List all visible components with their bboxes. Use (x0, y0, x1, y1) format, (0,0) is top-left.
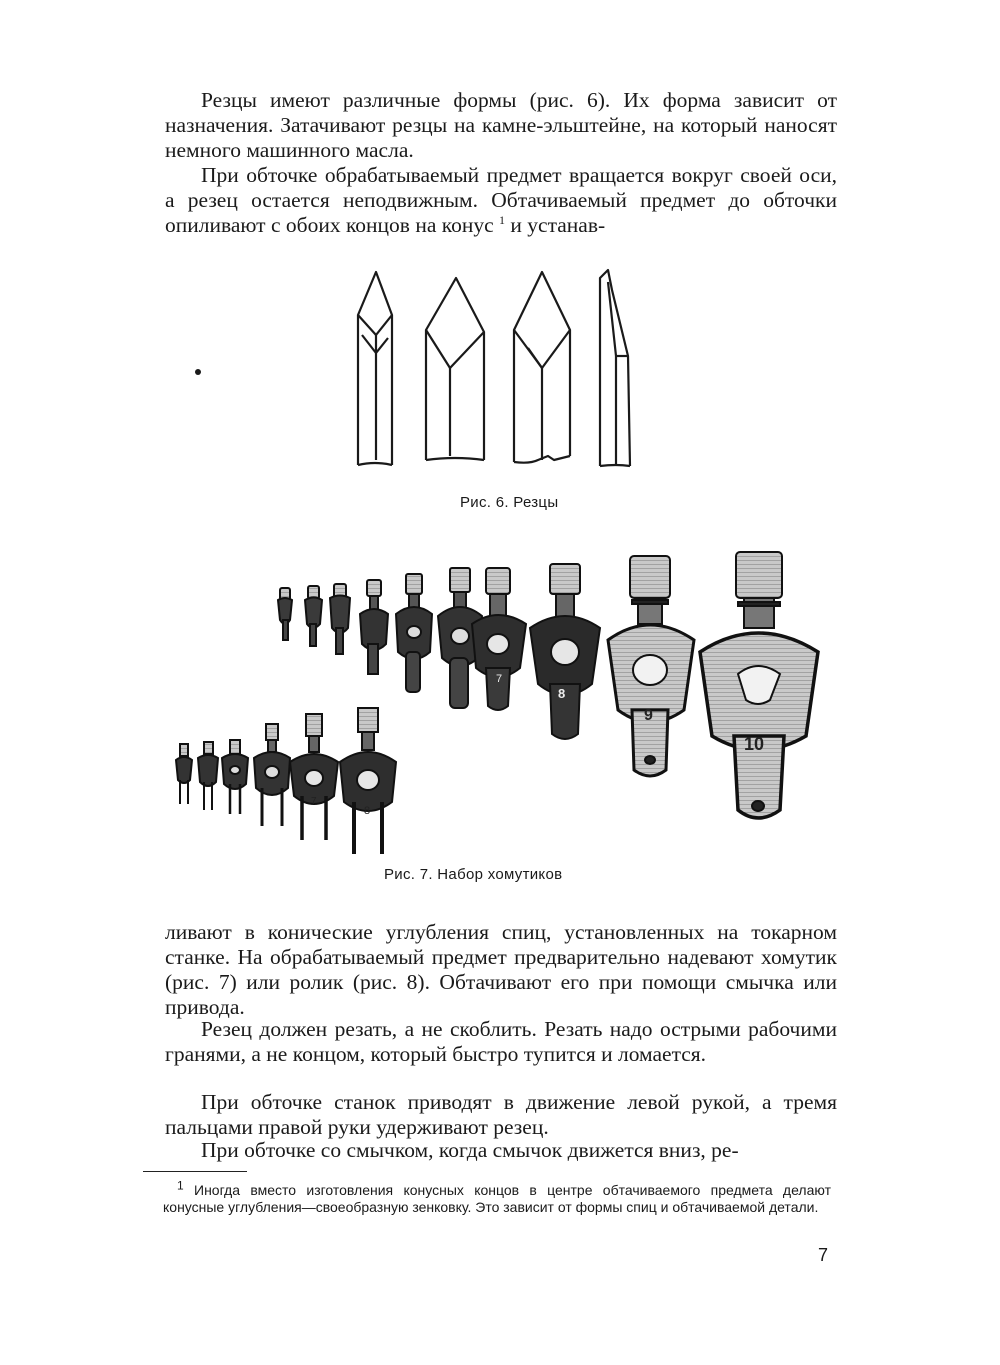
paragraph-6 (165, 1138, 837, 1163)
dog-bottom-5 (290, 714, 338, 840)
dog-bottom-2 (198, 742, 218, 810)
dog-label-bottom-8: 8 (364, 805, 371, 817)
dog-top-9 (608, 556, 694, 776)
paragraph-2 (165, 163, 837, 238)
dog-top-4 (360, 580, 388, 674)
footnote-mark: 1 (177, 1178, 184, 1193)
cutter-1-drawing (358, 272, 392, 465)
cutter-3-drawing (514, 272, 570, 463)
dog-label-top-7: 7 (496, 673, 503, 685)
dog-bottom-3 (222, 740, 248, 814)
dog-label-bottom-7: 7 (311, 796, 317, 807)
dog-top-7 (472, 568, 526, 710)
paragraph-1-text: Резцы имеют различные формы (рис. 6). Их форма зависит от назначения. Затачивают резцы на камне-эльштейне, на который наносят немного машинного масла. (165, 88, 837, 162)
paragraph-6-text: При обточке со смычком, когда смычок движется вниз, ре- (201, 1138, 739, 1162)
paragraph-5-text: При обточке станок приводят в движение левой рукой, а тремя пальцами правой руки удерживают резец. (165, 1090, 837, 1139)
footnote-reference: 1 (499, 212, 506, 227)
dog-top-2 (305, 586, 322, 646)
figure-6-caption: Рис. 6. Резцы (460, 494, 559, 511)
footnote (163, 1178, 831, 1216)
paragraph-2-end: и устанав- (505, 213, 606, 237)
dog-label-top-10: 10 (744, 734, 765, 754)
cutter-2-drawing (426, 278, 484, 460)
paragraph-3 (165, 920, 837, 1020)
cutter-4-drawing (600, 270, 630, 466)
paragraph-2-text: При обточке обрабатываемый предмет вращается вокруг своей оси, а резец остается неподвижным. Обтачиваемый предмет до обточки опиливают с обоих концов на конус (165, 163, 837, 237)
dog-top-10 (700, 552, 818, 818)
paragraph-3-text: ливают в конические углубления спиц, установленных на токарном станке. На обрабатываемый предмет предварительно надевают хомутик (рис. 7) или ролик (рис. 8). Обтачивают его при помощи смычка или привода. (165, 920, 837, 1019)
paragraph-4-text: Резец должен резать, а не скоблить. Резать надо острыми рабочими гранями, а не концом, который быстро тупится и ломается. (165, 1017, 837, 1066)
figure-6-cutters (150, 260, 850, 480)
dog-top-8 (530, 564, 600, 739)
dog-label-top-8: 8 (558, 686, 566, 701)
speck-dot (195, 369, 201, 375)
dog-bottom-6 (340, 708, 396, 854)
dog-top-1 (278, 588, 292, 640)
paragraph-5 (165, 1090, 837, 1140)
dog-label-top-9: 9 (644, 707, 653, 724)
figure-7-caption: Рис. 7. Набор хомутиков (384, 866, 563, 883)
footnote-text: Иногда вместо изготовления конусных концов в центре обтачиваемого предмета делают конусные углубления—своеобразную зенковку. Это зависит от формы спиц и обтачиваемой детали. (163, 1182, 831, 1215)
paragraph-1 (165, 88, 837, 163)
page-number: 7 (818, 1245, 829, 1265)
bottom-row-dogs (176, 708, 396, 854)
dog-top-5 (396, 574, 432, 692)
footnote-divider (143, 1171, 247, 1172)
dog-bottom-1 (176, 744, 192, 804)
dog-bottom-4 (254, 724, 290, 826)
figure-7-lathe-dogs (160, 548, 840, 863)
dog-top-3 (330, 584, 350, 654)
paragraph-4 (165, 1017, 837, 1067)
